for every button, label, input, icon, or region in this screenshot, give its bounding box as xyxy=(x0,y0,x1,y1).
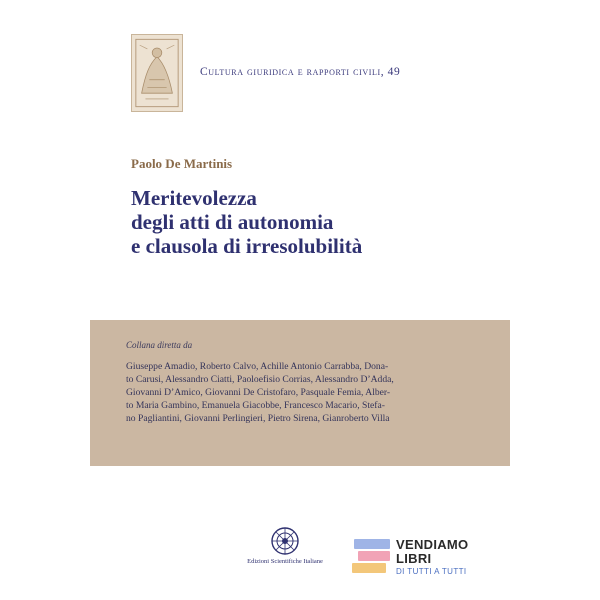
book-title-line: Meritevolezza xyxy=(131,186,257,210)
book-title-line: e clausola di irresolubilità xyxy=(131,234,363,258)
book-bar-yellow xyxy=(352,563,386,573)
cover-engraving-image xyxy=(131,34,183,112)
editors-line: Giuseppe Amadio, Roberto Calvo, Achille Antonio Carrabba, Dona- xyxy=(126,361,389,372)
book-title-line: degli atti di autonomia xyxy=(131,210,334,234)
editors-list xyxy=(126,360,486,425)
editors-panel xyxy=(90,320,510,466)
book-bar-blue xyxy=(354,539,390,549)
editors-line: no Pagliantini, Giovanni Perlingieri, Pietro Sirena, Gianroberto Villa xyxy=(126,413,390,424)
logo-tagline: DI TUTTI A TUTTI xyxy=(396,567,467,576)
book-title xyxy=(131,186,491,258)
editors-heading: Collana diretta da xyxy=(126,340,193,350)
editors-line: to Carusi, Alessandro Ciatti, Paoloefisio Corrias, Alessandro D’Adda, xyxy=(126,374,394,385)
editors-line: to Maria Gambino, Emanuela Giacobbe, Francesco Macario, Stefa- xyxy=(126,400,385,411)
publisher-name: Edizioni Scientifiche Italiane xyxy=(247,558,323,565)
engraving-icon xyxy=(132,35,182,111)
book-bar-pink xyxy=(358,551,390,561)
publisher-seal-icon xyxy=(270,526,300,556)
editors-line: Giovanni D’Amico, Giovanni De Cristofaro, Pasquale Femia, Alber- xyxy=(126,387,391,398)
series-title: Cultura giuridica e rapporti civili, 49 xyxy=(200,66,401,78)
author-name: Paolo De Martinis xyxy=(131,156,233,171)
publisher-mark xyxy=(235,526,335,565)
logo-line1: VENDIAMO xyxy=(396,537,469,552)
books-stack-icon xyxy=(352,535,392,579)
logo-line2: LIBRI xyxy=(396,551,432,566)
logo-text xyxy=(396,538,468,578)
book-cover xyxy=(90,18,510,590)
